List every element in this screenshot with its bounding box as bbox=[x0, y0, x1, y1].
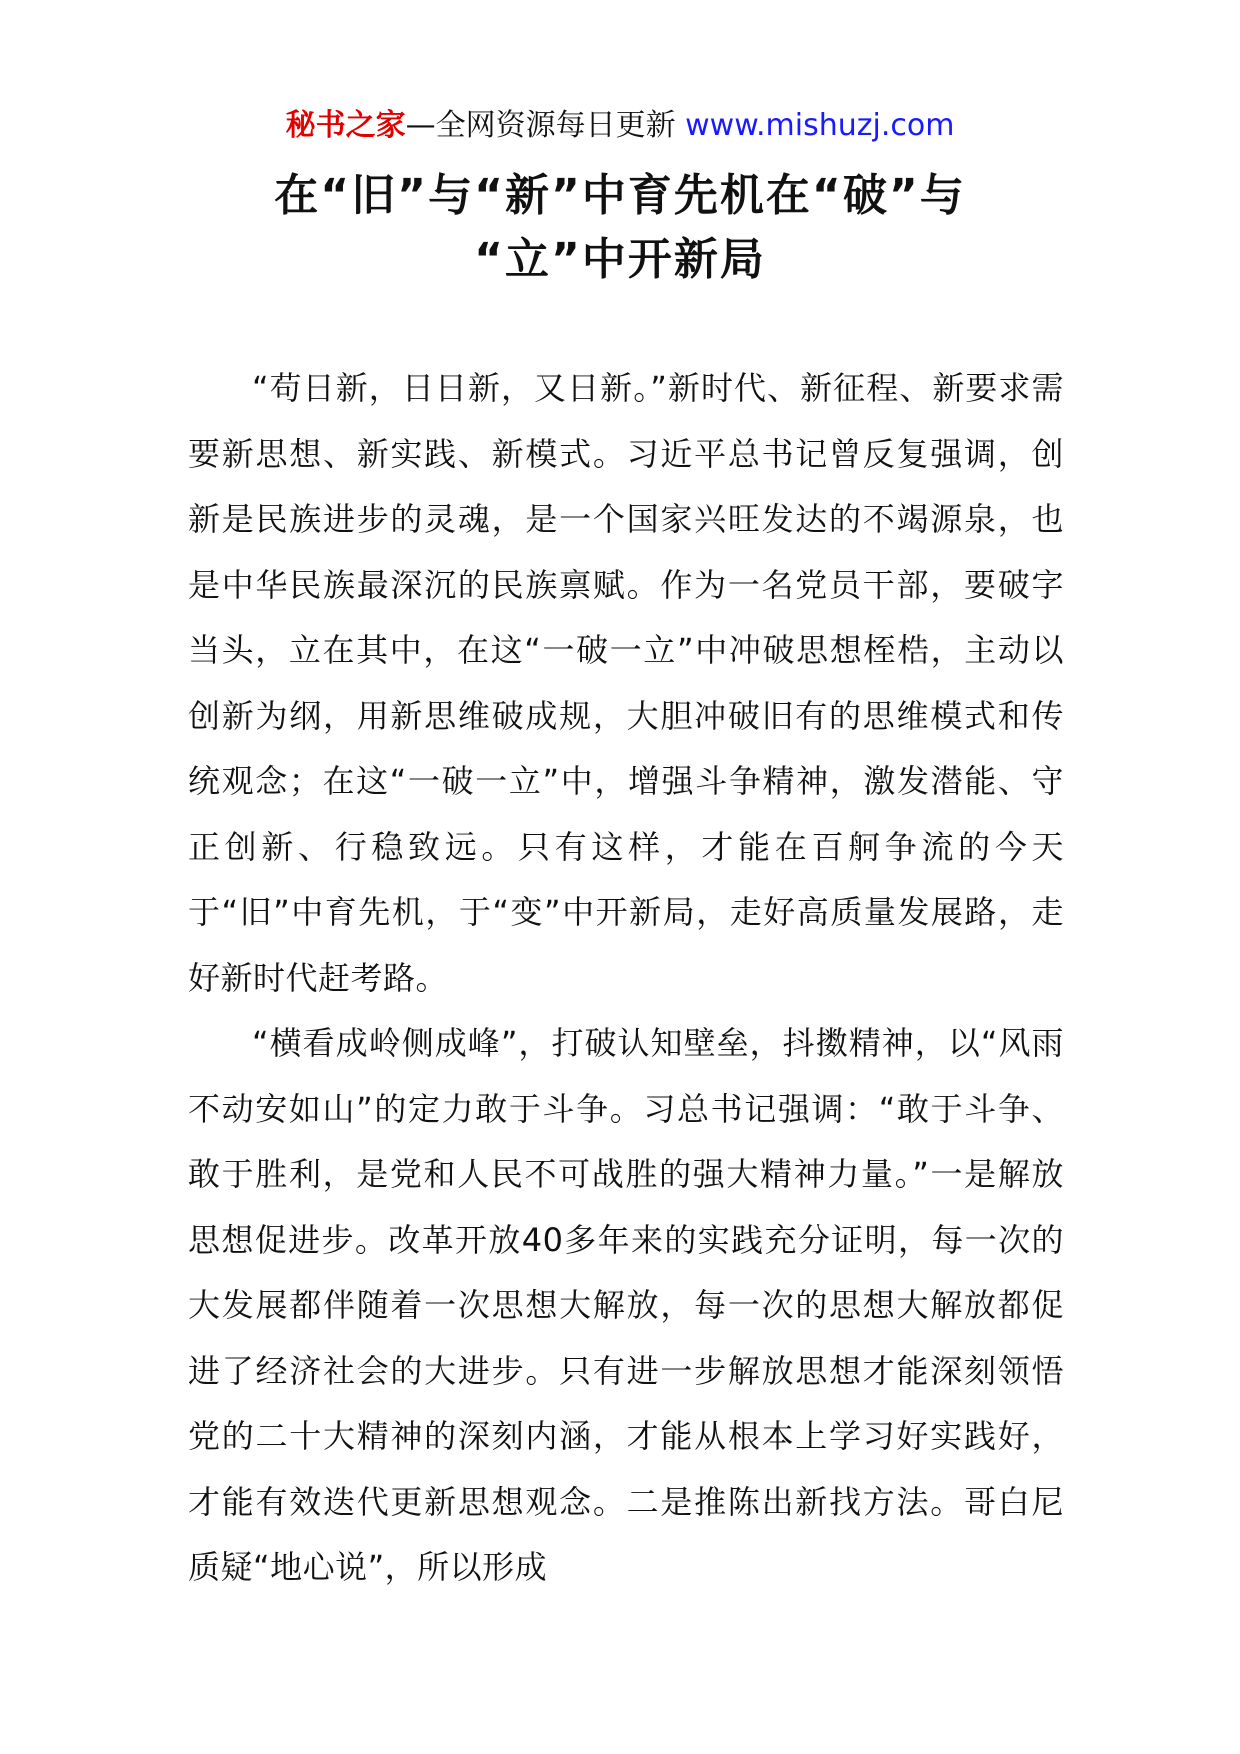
header-tagline: —全网资源每日更新 bbox=[405, 108, 686, 143]
site-header bbox=[0, 104, 1240, 148]
title-line-2: “立”中开新局 bbox=[474, 234, 766, 285]
document-body bbox=[188, 356, 1064, 1601]
document-title bbox=[160, 164, 1080, 292]
body-paragraph-2: “横看成岭侧成峰”，打破认知壁垒，抖擞精神，以“风雨不动安如山”的定力敢于斗争。习总书记强调：“敢于斗争、敢于胜利，是党和人民不可战胜的强大精神力量。”一是解放思想促进步。改革开放40多年来的实践充分证明，每一次的大发展都伴随着一次思想大解放，每一次的思想大解放都促进了经济社会的大进步。只有进一步解放思想才能深刻领悟党的二十大精神的深刻内涵，才能从根本上学习好实践好，才能有效迭代更新思想观念。二是推陈出新找方法。哥白尼质疑“地心说”，所以形成 bbox=[188, 1024, 1064, 1586]
title-line-1: 在“旧”与“新”中育先机在“破”与 bbox=[274, 170, 966, 221]
site-url-link[interactable]: www.mishuzj.com bbox=[685, 108, 955, 143]
brand-name: 秘书之家 bbox=[285, 108, 406, 143]
body-paragraph-1: “苟日新，日日新，又日新。”新时代、新征程、新要求需要新思想、新实践、新模式。习近平总书记曾反复强调，创新是民族进步的灵魂，是一个国家兴旺发达的不竭源泉，也是中华民族最深沉的民族禀赋。作为一名党员干部，要破字当头，立在其中，在这“一破一立”中冲破思想桎梏，主动以创新为纲，用新思维破成规，大胆冲破旧有的思维模式和传统观念；在这“一破一立”中，增强斗争精神，激发潜能、守正创新、行稳致远。只有这样，才能在百舸争流的今天于“旧”中育先机，于“变”中开新局，走好高质量发展路，走好新时代赶考路。 bbox=[188, 369, 1064, 997]
